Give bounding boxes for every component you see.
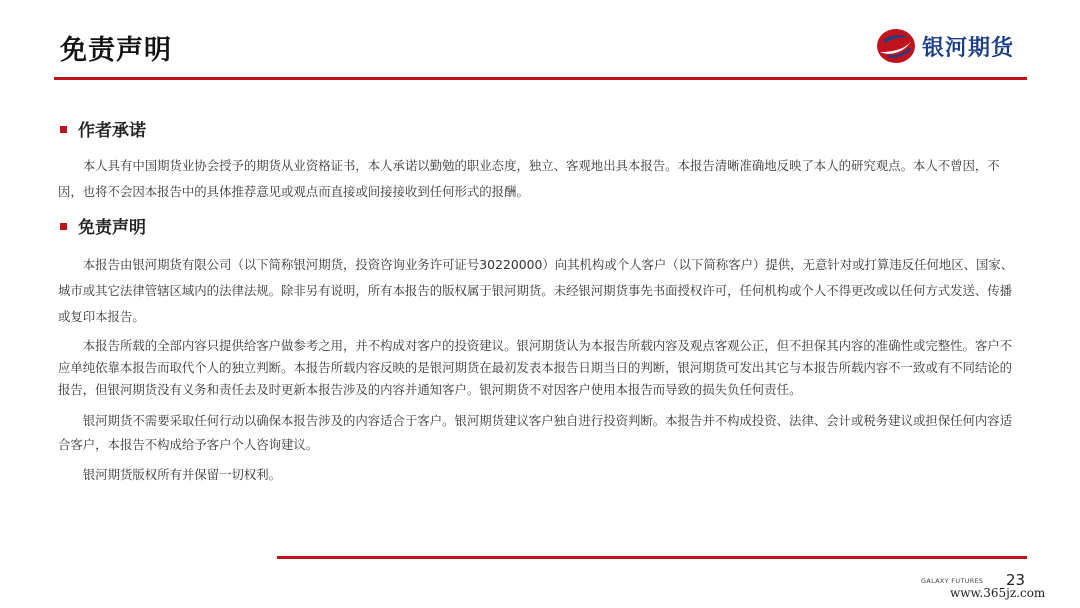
section-heading-text: 作者承诺 — [78, 121, 146, 141]
header-divider — [54, 77, 1027, 80]
disclaimer-paragraph-2: 本报告所载的全部内容只提供给客户做参考之用，并不构成对客户的投资建议。银河期货认为本报告所载内容及观点客观公正，但不担保其内容的准确性或完整性。客户不应单纯依靠本报告而取代个人的独立判断。本报告所载内容反映的是银河期货在最初发表本报告日期当日的判断，银河期货可发出其它与本报告所载内容不一致或有不同结论的报告，但银河期货没有义务和责任去及时更新本报告涉及的内容并通知客户。银河期货不对因客户使用本报告而导致的损失负任何责任。 — [58, 338, 1013, 397]
brand-logo — [874, 26, 1034, 66]
square-bullet-icon — [60, 223, 67, 230]
footer-brand: GALAXY FUTURES — [921, 577, 984, 585]
disclaimer-paragraph-1: 本报告由银河期货有限公司（以下简称银河期货，投资咨询业务许可证号30220000）向其机构或个人客户（以下简称客户）提供，无意针对或打算违反任何地区、国家、城市或其它法律管辖区域内的法律法规。除非另有说明，所有本报告的版权属于银河期货。未经银河期货事先书面授权许可，任何机构或个人不得更改或以任何方式发送、传播或复印本报告。 — [58, 257, 1014, 324]
square-bullet-icon — [60, 126, 67, 133]
section-heading-text: 免责声明 — [78, 218, 146, 238]
watermark: www.365jz.com — [950, 586, 1046, 600]
page-title: 免责声明 — [60, 35, 172, 66]
section-heading-disclaimer — [60, 213, 146, 238]
galaxy-logo-icon — [874, 26, 918, 66]
logo-text: 银河期货 — [922, 36, 1015, 61]
disclaimer-paragraph-3: 银河期货不需要采取任何行动以确保本报告涉及的内容适合于客户。银河期货建议客户独自进行投资判断。本报告并不构成投资、法律、会计或税务建议或担保任何内容适合客户，本报告不构成给予客户个人咨询建议。 — [58, 413, 1013, 452]
footer-divider — [277, 556, 1027, 559]
page-number: 23 — [1006, 571, 1026, 589]
section-heading-author — [60, 116, 146, 141]
author-commitment-paragraph: 本人具有中国期货业协会授予的期货从业资格证书，本人承诺以勤勉的职业态度，独立、客观地出具本报告。本报告清晰准确地反映了本人的研究观点。本人不曾因，不因，也将不会因本报告中的具体推荐意见或观点而直接或间接接收到任何形式的报酬。 — [58, 158, 1000, 199]
disclaimer-paragraph-4: 银河期货版权所有并保留一切权利。 — [82, 467, 282, 482]
